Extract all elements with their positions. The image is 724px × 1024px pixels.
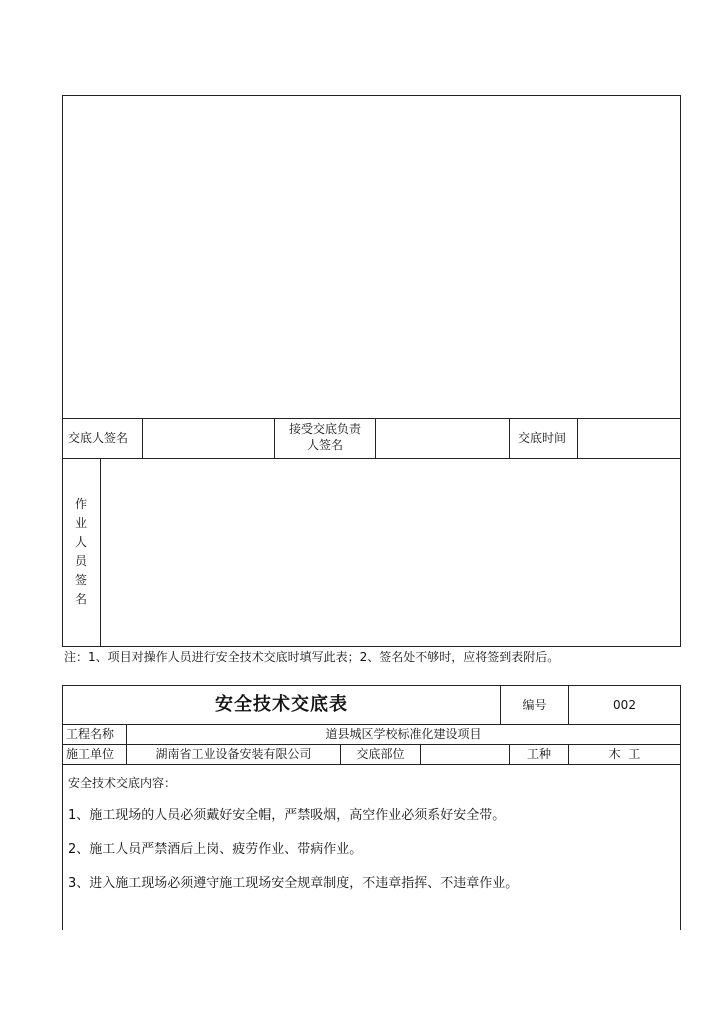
form-note: 注：1、项目对操作人员进行安全技术交底时填写此表；2、签名处不够时，应将签到表附后。 — [64, 650, 560, 664]
workers-signature-field[interactable] — [101, 459, 680, 646]
workers-signature-label: 作业人员签名 — [74, 497, 87, 606]
trade-value[interactable]: 木 工 — [608, 747, 641, 761]
form1-col-divider-4 — [509, 418, 510, 458]
content-item-1: 1、施工现场的人员必须戴好安全帽，严禁吸烟，高空作业必须系好安全带。 — [68, 808, 506, 823]
number-value[interactable]: 002 — [613, 698, 636, 712]
contractor-label: 施工单位 — [66, 747, 115, 761]
handover-signature-label: 交底人签名 — [68, 431, 129, 445]
receiver-signature-label-line2: 人签名 — [306, 438, 343, 452]
receiver-signature-label — [275, 421, 375, 453]
project-name-value[interactable]: 道县城区学校标准化建设项目 — [325, 727, 482, 741]
form2-divider-project — [62, 744, 681, 745]
trade-label: 工种 — [526, 747, 551, 761]
content-item-2: 2、施工人员严禁酒后上岗、疲劳作业、带病作业。 — [68, 842, 363, 857]
project-name-label: 工程名称 — [66, 727, 115, 741]
contractor-value[interactable]: 湖南省工业设备安装有限公司 — [155, 747, 312, 761]
form2-title: 安全技术交底表 — [215, 694, 348, 715]
form1-content-area — [63, 96, 680, 418]
handover-time-label: 交底时间 — [518, 431, 567, 445]
content-item-3: 3、进入施工现场必须遵守施工现场安全规章制度，不违章指挥、不违章作业。 — [68, 876, 519, 891]
location-label: 交底部位 — [356, 747, 405, 761]
content-heading: 安全技术交底内容： — [68, 776, 177, 790]
receiver-signature-field[interactable] — [376, 419, 508, 457]
form2-divider-title — [62, 724, 681, 725]
handover-time-field[interactable] — [578, 419, 680, 457]
receiver-signature-label-line1: 接受交底负责 — [288, 422, 361, 436]
form2-divider-contractor — [62, 764, 681, 765]
number-label: 编号 — [522, 698, 547, 712]
form2-contractor-divider-3 — [420, 744, 421, 764]
handover-signature-field[interactable] — [143, 419, 273, 457]
